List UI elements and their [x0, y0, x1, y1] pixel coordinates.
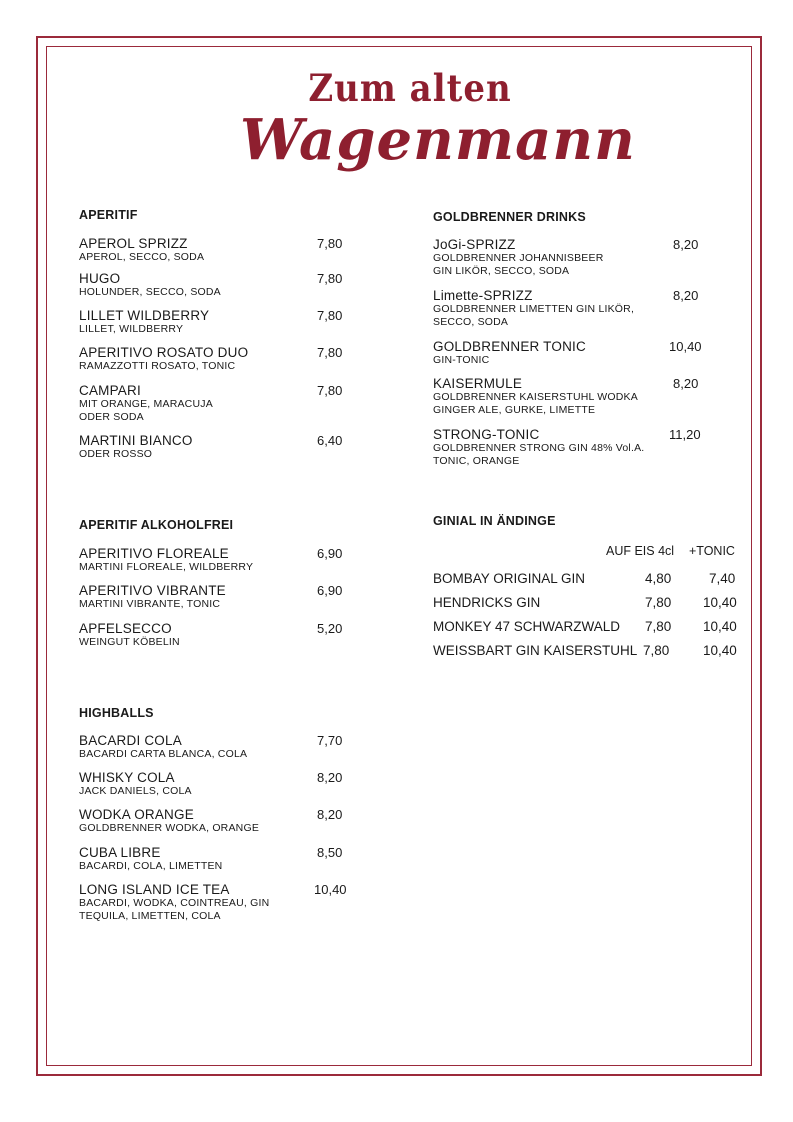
menu-item — [79, 845, 379, 873]
item-name: LILLET WILDBERRY — [79, 308, 210, 323]
item-price: 7,80 — [317, 271, 343, 286]
gin-name: BOMBAY ORIGINAL GIN — [433, 571, 586, 586]
menu-item — [79, 546, 379, 574]
item-desc: MIT ORANGE, MARACUJA — [79, 398, 213, 410]
item-price: 8,20 — [673, 376, 699, 391]
item-name: HUGO — [79, 271, 121, 286]
item-name: APERITIVO ROSATO DUO — [79, 345, 249, 360]
item-name: LONG ISLAND ICE TEA — [79, 882, 230, 897]
item-desc: GOLDBRENNER STRONG GIN 48% Vol.A. — [433, 442, 645, 454]
menu-item — [79, 308, 379, 336]
item-price: 7,80 — [317, 383, 343, 398]
item-desc: BACARDI, COLA, LIMETTEN — [79, 860, 223, 872]
restaurant-logo — [240, 67, 636, 173]
section-title-highballs: HIGHBALLS — [79, 706, 154, 720]
section-title-alkoholfrei: APERITIF ALKOHOLFREI — [79, 518, 234, 532]
menu-item — [79, 271, 379, 299]
item-name: WODKA ORANGE — [79, 807, 194, 822]
item-desc: WEINGUT KÖBELIN — [79, 636, 180, 648]
section-title-ginial: GINIAL IN ÄNDINGE — [433, 514, 556, 528]
item-desc-2: TEQUILA, LIMETTEN, COLA — [79, 910, 221, 922]
item-price: 10,40 — [314, 882, 347, 897]
item-desc: LILLET, WILDBERRY — [79, 323, 184, 335]
item-desc: GIN-TONIC — [433, 354, 490, 366]
menu-item — [79, 770, 379, 798]
gin-price-tonic: 10,40 — [703, 595, 737, 610]
menu-item — [79, 882, 379, 923]
item-desc: GOLDBRENNER WODKA, ORANGE — [79, 822, 260, 834]
item-desc: HOLUNDER, SECCO, SODA — [79, 286, 221, 298]
item-desc-2: GINGER ALE, GURKE, LIMETTE — [433, 404, 596, 416]
item-name: Limette-SPRIZZ — [433, 288, 533, 303]
section-title-goldbrenner: GOLDBRENNER DRINKS — [433, 210, 586, 224]
gin-row — [433, 595, 743, 613]
item-price: 8,20 — [673, 237, 699, 252]
item-name: CUBA LIBRE — [79, 845, 161, 860]
item-price: 6,40 — [317, 433, 343, 448]
item-desc-2: ODER SODA — [79, 411, 144, 423]
item-price: 6,90 — [317, 546, 343, 561]
column-header-tonic: +TONIC — [689, 544, 735, 558]
section-title-aperitif: APERITIF — [79, 208, 138, 222]
item-name: JoGi-SPRIZZ — [433, 237, 516, 252]
gin-price-ice: 7,80 — [643, 643, 670, 658]
gin-name: MONKEY 47 SCHWARZWALD — [433, 619, 621, 634]
item-desc: APEROL, SECCO, SODA — [79, 251, 205, 263]
item-price: 10,40 — [669, 339, 702, 354]
item-price: 7,80 — [317, 236, 343, 251]
gin-price-tonic: 10,40 — [703, 619, 737, 634]
item-desc: MARTINI VIBRANTE, TONIC — [79, 598, 221, 610]
menu-item — [79, 345, 379, 373]
item-desc: ODER ROSSO — [79, 448, 153, 460]
item-desc: BACARDI, WODKA, COINTREAU, GIN — [79, 897, 270, 909]
item-price: 5,20 — [317, 621, 343, 636]
menu-item — [79, 383, 379, 424]
item-desc: RAMAZZOTTI ROSATO, TONIC — [79, 360, 236, 372]
item-name: KAISERMULE — [433, 376, 523, 391]
gin-row — [433, 643, 743, 661]
item-desc: MARTINI FLOREALE, WILDBERRY — [79, 561, 254, 573]
gin-price-ice: 7,80 — [645, 619, 672, 634]
item-price: 11,20 — [669, 427, 701, 442]
menu-item — [79, 733, 379, 761]
item-price: 8,20 — [317, 807, 343, 822]
menu-item — [79, 583, 379, 611]
gin-price-tonic: 10,40 — [703, 643, 737, 658]
item-desc: JACK DANIELS, COLA — [79, 785, 192, 797]
item-name: APERITIVO VIBRANTE — [79, 583, 226, 598]
item-price: 8,20 — [673, 288, 699, 303]
item-desc-2: GIN LIKÖR, SECCO, SODA — [433, 265, 570, 277]
item-name: MARTINI BIANCO — [79, 433, 193, 448]
item-name: GOLDBRENNER TONIC — [433, 339, 586, 354]
logo-line-1: Zum alten — [308, 67, 512, 111]
gin-price-ice: 7,80 — [645, 595, 672, 610]
menu-item — [79, 807, 379, 835]
item-price: 7,70 — [317, 733, 343, 748]
item-price: 8,50 — [317, 845, 343, 860]
item-name: BACARDI COLA — [79, 733, 182, 748]
gin-name: HENDRICKS GIN — [433, 595, 541, 610]
item-desc: GOLDBRENNER JOHANNISBEER — [433, 252, 604, 264]
item-name: CAMPARI — [79, 383, 141, 398]
item-desc: GOLDBRENNER LIMETTEN GIN LIKÖR, — [433, 303, 635, 315]
item-name: APERITIVO FLOREALE — [79, 546, 229, 561]
item-price: 7,80 — [317, 345, 343, 360]
item-name: APFELSECCO — [79, 621, 172, 636]
item-price: 6,90 — [317, 583, 343, 598]
item-name: WHISKY COLA — [79, 770, 175, 785]
logo-line-2: Wagenmann — [240, 107, 636, 173]
menu-item — [79, 433, 379, 461]
item-desc-2: TONIC, ORANGE — [433, 455, 520, 467]
gin-price-tonic: 7,40 — [709, 571, 736, 586]
column-header-auf-eis: AUF EIS 4cl — [606, 544, 675, 558]
menu-item — [433, 427, 733, 468]
menu-item — [433, 288, 733, 329]
item-desc: GOLDBRENNER KAISERSTUHL WODKA — [433, 391, 638, 403]
item-desc: BACARDI CARTA BLANCA, COLA — [79, 748, 248, 760]
item-price: 8,20 — [317, 770, 343, 785]
gin-row — [433, 619, 743, 637]
gin-row — [433, 571, 743, 589]
item-name: STRONG-TONIC — [433, 427, 540, 442]
item-price: 7,80 — [317, 308, 343, 323]
gin-name: WEISSBART GIN KAISERSTUHL — [433, 643, 638, 658]
menu-item — [433, 376, 733, 417]
menu-item — [79, 236, 379, 264]
item-desc-2: SECCO, SODA — [433, 316, 509, 328]
item-name: APEROL SPRIZZ — [79, 236, 188, 251]
menu-item — [433, 339, 733, 367]
menu-item — [433, 237, 733, 278]
menu-item — [79, 621, 379, 649]
gin-price-ice: 4,80 — [645, 571, 672, 586]
